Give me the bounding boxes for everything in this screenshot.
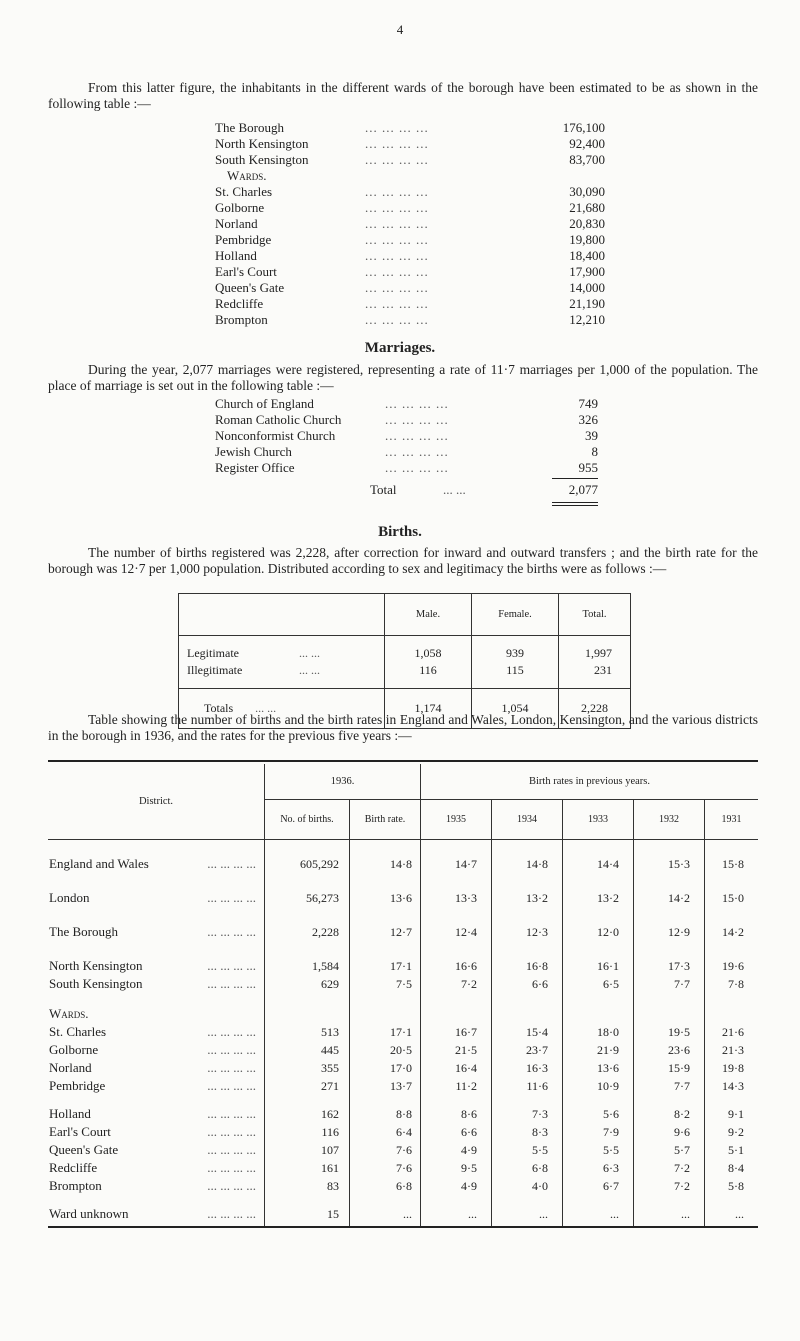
prev-rate-cell: 16·6 bbox=[421, 941, 492, 975]
prev-rate-cell: 8·2 bbox=[634, 1105, 705, 1123]
prev-rate-cell: 4·0 bbox=[492, 1177, 563, 1195]
prev-rate-cell: 7·3 bbox=[492, 1105, 563, 1123]
total-double-rule-2 bbox=[552, 505, 598, 506]
row-label-text: Legitimate bbox=[187, 645, 239, 660]
col-male: Male. bbox=[385, 594, 472, 636]
district-cell bbox=[48, 975, 265, 993]
list-row bbox=[215, 200, 605, 216]
district-name: Redcliffe bbox=[49, 1160, 98, 1175]
prev-rate-cell: 18·0 bbox=[563, 1023, 634, 1041]
table-row bbox=[48, 1105, 758, 1123]
list-row bbox=[215, 460, 605, 476]
rate-cell: 12·7 bbox=[350, 907, 421, 941]
col-1931: 1931 bbox=[721, 813, 742, 825]
leader-dots: ... ... ... ... bbox=[365, 184, 429, 199]
prev-rate-cell: 12·4 bbox=[421, 907, 492, 941]
prev-rate-cell: 15·4 bbox=[492, 1023, 563, 1041]
prev-rate-cell: 4·9 bbox=[421, 1141, 492, 1159]
total-value: 2,077 bbox=[568, 482, 598, 497]
table-row bbox=[48, 1177, 758, 1195]
row-value: 14,000 bbox=[569, 280, 605, 295]
rate-cell: 14·8 bbox=[350, 839, 421, 873]
prev-rate-cell: 9·5 bbox=[421, 1159, 492, 1177]
prev-rate-cell: 12·0 bbox=[563, 907, 634, 941]
prev-rate-cell: 19·6 bbox=[722, 959, 744, 973]
prev-rate-cell: 5·7 bbox=[634, 1141, 705, 1159]
list-row bbox=[215, 216, 605, 232]
row-label bbox=[179, 636, 385, 662]
row-label: Golborne bbox=[215, 200, 265, 215]
prev-rate-cell: 8·3 bbox=[492, 1123, 563, 1141]
district-cell bbox=[48, 1177, 265, 1195]
totals-total: 2,228 bbox=[581, 701, 608, 715]
district-name: Queen's Gate bbox=[49, 1142, 119, 1157]
table-row bbox=[48, 1159, 758, 1177]
row-label: Brompton bbox=[215, 312, 268, 327]
prev-rate-cell: ... bbox=[563, 1195, 634, 1223]
marriages-paragraph: During the year, 2,077 marriages were registered, representing a rate of 11·7 marriages per 1,000 of the population. The place of marriage is set out in the following table :— bbox=[48, 362, 758, 393]
table-row bbox=[48, 1059, 758, 1077]
col-1933: 1933 bbox=[563, 799, 634, 839]
prev-rate-cell: ... bbox=[634, 1195, 705, 1223]
list-row bbox=[215, 396, 605, 412]
birth-rates-table bbox=[48, 760, 758, 1228]
births-cell: 629 bbox=[265, 975, 350, 993]
col-total: Total. bbox=[582, 609, 607, 620]
births-cell: 162 bbox=[265, 1105, 350, 1123]
row-label: Holland bbox=[215, 248, 257, 263]
leader-dots: ... ... ... ... bbox=[365, 296, 429, 311]
prev-rate-cell: 23·6 bbox=[634, 1041, 705, 1059]
table-row bbox=[179, 662, 631, 679]
leader-dots: ... ... ... ... bbox=[365, 136, 429, 151]
leader-dots: ... ... ... ... bbox=[207, 958, 256, 973]
row-label: Church of England bbox=[215, 396, 314, 411]
leader-dots: ... ... ... ... bbox=[385, 396, 449, 411]
leader-dots: ... ... ... ... bbox=[365, 200, 429, 215]
leader-dots: ... ... ... ... bbox=[365, 216, 429, 231]
col-district: District. bbox=[48, 764, 265, 839]
district-cell bbox=[48, 1105, 265, 1123]
prev-rate-cell: 9·2 bbox=[728, 1125, 744, 1139]
leader-dots: ... ... ... ... bbox=[207, 1042, 256, 1057]
table-row bbox=[48, 975, 758, 993]
table-row bbox=[48, 839, 758, 873]
total-double-rule-1 bbox=[552, 502, 598, 503]
district-cell bbox=[48, 1023, 265, 1041]
rate-cell: 7·6 bbox=[350, 1159, 421, 1177]
district-name: England and Wales bbox=[49, 856, 149, 871]
female-cell: 115 bbox=[472, 662, 559, 679]
marriages-total bbox=[215, 482, 605, 498]
wards-subheading: Wards. bbox=[48, 993, 265, 1023]
district-cell bbox=[48, 1159, 265, 1177]
row-value: 39 bbox=[585, 428, 598, 443]
births-cell: 56,273 bbox=[265, 873, 350, 907]
page-number: 4 bbox=[396, 22, 404, 37]
prev-rate-cell: 14·8 bbox=[492, 839, 563, 873]
births-cell: 513 bbox=[265, 1023, 350, 1041]
leader-dots: ... ... ... ... bbox=[207, 856, 256, 871]
total-rule bbox=[552, 478, 598, 479]
births-cell: 107 bbox=[265, 1141, 350, 1159]
prev-rate-cell: 7·7 bbox=[634, 975, 705, 993]
prev-rate-cell: 15·8 bbox=[722, 857, 744, 871]
district-name: Brompton bbox=[49, 1178, 102, 1193]
population-list bbox=[215, 120, 605, 328]
prev-rate-cell: 5·5 bbox=[492, 1141, 563, 1159]
prev-rate-cell: 13·2 bbox=[563, 873, 634, 907]
leader-dots: ... ... ... ... bbox=[365, 232, 429, 247]
totals-male: 1,174 bbox=[385, 689, 472, 729]
total-cell: 231 bbox=[594, 662, 612, 677]
births-cell: 355 bbox=[265, 1059, 350, 1077]
table-row bbox=[48, 907, 758, 941]
prev-rate-cell: 7·2 bbox=[421, 975, 492, 993]
row-value: 326 bbox=[578, 412, 598, 427]
prev-rate-cell: 13·3 bbox=[421, 873, 492, 907]
table-row bbox=[48, 1123, 758, 1141]
row-value: 176,100 bbox=[562, 120, 605, 135]
table-row bbox=[48, 873, 758, 907]
female-cell: 939 bbox=[472, 636, 559, 662]
table-row bbox=[48, 1141, 758, 1159]
leader-dots: ... ... ... ... bbox=[207, 1124, 256, 1139]
prev-rate-cell: 15·0 bbox=[722, 891, 744, 905]
row-label: Register Office bbox=[215, 460, 295, 475]
leader-dots: ... ... ... ... bbox=[207, 1206, 256, 1221]
prev-rate-cell: 6·6 bbox=[421, 1123, 492, 1141]
prev-rate-cell: 6·6 bbox=[492, 975, 563, 993]
prev-rate-cell: 6·3 bbox=[563, 1159, 634, 1177]
prev-rate-cell: 15·3 bbox=[634, 839, 705, 873]
list-row bbox=[215, 120, 605, 136]
leader-dots: ... ... ... ... bbox=[385, 428, 449, 443]
rate-cell: 6·4 bbox=[350, 1123, 421, 1141]
row-label: Roman Catholic Church bbox=[215, 412, 342, 427]
row-value: 21,190 bbox=[569, 296, 605, 311]
leader-dots: ... ... ... ... bbox=[365, 120, 429, 135]
prev-rate-cell: 7·8 bbox=[728, 977, 744, 991]
rate-cell: 13·7 bbox=[350, 1077, 421, 1095]
leader-dots: ... ... ... ... bbox=[207, 890, 256, 905]
prev-rate-cell: 9·6 bbox=[634, 1123, 705, 1141]
births-table bbox=[178, 593, 631, 729]
district-cell bbox=[48, 1195, 265, 1223]
col-1935: 1935 bbox=[421, 799, 492, 839]
prev-rate-cell: ... bbox=[735, 1207, 744, 1221]
leader-dots: ... ... bbox=[299, 662, 320, 677]
births-paragraph: The number of births registered was 2,228, after correction for inward and outward transfers ; and the birth rate for the borough was 12·7 per 1,000 population. Distributed according to sex and legitimacy the births were as follows :— bbox=[48, 545, 758, 576]
row-label: St. Charles bbox=[215, 184, 273, 199]
rate-cell: 8·8 bbox=[350, 1105, 421, 1123]
rate-cell: 17·1 bbox=[350, 1023, 421, 1041]
row-label: Norland bbox=[215, 216, 258, 231]
leader-dots: ... ... bbox=[299, 645, 320, 660]
col-1932: 1932 bbox=[634, 799, 705, 839]
row-label: North Kensington bbox=[215, 136, 309, 151]
prev-rate-cell: 16·4 bbox=[421, 1059, 492, 1077]
prev-rate-cell: 21·6 bbox=[722, 1025, 744, 1039]
prev-rate-cell: 7·2 bbox=[634, 1159, 705, 1177]
row-value: 19,800 bbox=[569, 232, 605, 247]
row-value: 92,400 bbox=[569, 136, 605, 151]
prev-rate-cell: 6·8 bbox=[492, 1159, 563, 1177]
prev-rate-cell: 13·2 bbox=[492, 873, 563, 907]
district-cell bbox=[48, 941, 265, 975]
prev-rate-cell: 6·5 bbox=[563, 975, 634, 993]
prev-rate-cell: 5·5 bbox=[563, 1141, 634, 1159]
prev-rate-cell: 14·4 bbox=[563, 839, 634, 873]
row-label bbox=[179, 662, 385, 679]
prev-rate-cell: 7·7 bbox=[634, 1077, 705, 1095]
leader-dots: ... ... ... ... bbox=[385, 444, 449, 459]
list-row bbox=[215, 152, 605, 168]
leader-dots: ... ... ... ... bbox=[207, 1160, 256, 1175]
prev-rate-cell: 10·9 bbox=[563, 1077, 634, 1095]
leader-dots: ... ... ... ... bbox=[207, 1178, 256, 1193]
rate-cell: 17·1 bbox=[350, 941, 421, 975]
district-name: London bbox=[49, 890, 90, 905]
col-1934: 1934 bbox=[492, 799, 563, 839]
prev-rate-cell: 14·3 bbox=[722, 1079, 744, 1093]
col-previous: Birth rates in previous years. bbox=[421, 764, 759, 799]
births-cell: 116 bbox=[265, 1123, 350, 1141]
rate-cell: 17·0 bbox=[350, 1059, 421, 1077]
row-value: 20,830 bbox=[569, 216, 605, 231]
table-row bbox=[48, 1023, 758, 1041]
prev-rate-cell: 13·6 bbox=[563, 1059, 634, 1077]
row-label: Earl's Court bbox=[215, 264, 277, 279]
prev-rate-cell: 15·9 bbox=[634, 1059, 705, 1077]
table-row bbox=[48, 941, 758, 975]
district-name: Norland bbox=[49, 1060, 92, 1075]
district-name: Pembridge bbox=[49, 1078, 106, 1093]
leader-dots: ... ... ... ... bbox=[207, 924, 256, 939]
row-value: 8 bbox=[591, 444, 598, 459]
prev-rate-cell: 14·7 bbox=[421, 839, 492, 873]
births-cell: 83 bbox=[265, 1177, 350, 1195]
rate-cell: 6·8 bbox=[350, 1177, 421, 1195]
col-no-births: No. of births. bbox=[265, 799, 350, 839]
district-name: North Kensington bbox=[49, 958, 143, 973]
prev-rate-cell: 6·7 bbox=[563, 1177, 634, 1195]
prev-rate-cell: 7·9 bbox=[563, 1123, 634, 1141]
intro-paragraph: From this latter figure, the inhabitants in the different wards of the borough have been estimated to be as shown in the following table :— bbox=[48, 80, 758, 111]
total-cell: 1,997 bbox=[585, 645, 612, 660]
births-cell: 2,228 bbox=[265, 907, 350, 941]
prev-rate-cell: 7·2 bbox=[634, 1177, 705, 1195]
district-cell bbox=[48, 1123, 265, 1141]
district-cell bbox=[48, 1141, 265, 1159]
row-label: South Kensington bbox=[215, 152, 309, 167]
rate-cell: ... bbox=[350, 1195, 421, 1223]
prev-rate-cell: 16·7 bbox=[421, 1023, 492, 1041]
prev-rate-cell: 23·7 bbox=[492, 1041, 563, 1059]
leader-dots: ... ... ... ... bbox=[207, 1142, 256, 1157]
row-label: The Borough bbox=[215, 120, 284, 135]
rate-cell: 7·6 bbox=[350, 1141, 421, 1159]
births-heading: Births. bbox=[378, 524, 422, 540]
col-1936: 1936. bbox=[265, 764, 421, 799]
prev-rate-cell: 12·9 bbox=[634, 907, 705, 941]
district-name: Golborne bbox=[49, 1042, 99, 1057]
prev-rate-cell: 11·2 bbox=[421, 1077, 492, 1095]
district-name: The Borough bbox=[49, 924, 118, 939]
leader-dots: ... ... ... ... bbox=[207, 976, 256, 991]
leader-dots: ... ... ... ... bbox=[365, 264, 429, 279]
row-value: 30,090 bbox=[569, 184, 605, 199]
list-row bbox=[215, 444, 605, 460]
district-cell bbox=[48, 839, 265, 873]
district-name: Earl's Court bbox=[49, 1124, 111, 1139]
row-label: Nonconformist Church bbox=[215, 428, 336, 443]
row-value: 12,210 bbox=[569, 312, 605, 327]
prev-rate-cell: 9·1 bbox=[728, 1107, 744, 1121]
list-row bbox=[215, 264, 605, 280]
district-name: South Kensington bbox=[49, 976, 143, 991]
prev-rate-cell: 19·5 bbox=[634, 1023, 705, 1041]
totals-label: Totals bbox=[204, 701, 234, 715]
row-label: Queen's Gate bbox=[215, 280, 285, 295]
leader-dots: ... ... ... ... bbox=[385, 412, 449, 427]
row-value: 17,900 bbox=[569, 264, 605, 279]
prev-rate-cell: 11·6 bbox=[492, 1077, 563, 1095]
table-row bbox=[48, 1195, 758, 1223]
total-dots: ... ... bbox=[443, 482, 466, 497]
row-value: 83,700 bbox=[569, 152, 605, 167]
prev-rate-cell: 16·3 bbox=[492, 1059, 563, 1077]
prev-rate-cell: 5·8 bbox=[728, 1179, 744, 1193]
row-label: Redcliffe bbox=[215, 296, 264, 311]
prev-rate-cell: 4·9 bbox=[421, 1177, 492, 1195]
rate-cell: 20·5 bbox=[350, 1041, 421, 1059]
rates-paragraph: Table showing the number of births and the birth rates in England and Wales, London, Kensington, and the various districts in the borough in 1936, and the rates for the previous five years :— bbox=[48, 712, 758, 743]
leader-dots: ... ... ... ... bbox=[365, 312, 429, 327]
list-row bbox=[215, 280, 605, 296]
prev-rate-cell: 8·6 bbox=[421, 1105, 492, 1123]
list-row bbox=[215, 428, 605, 444]
list-row bbox=[215, 232, 605, 248]
list-row bbox=[215, 248, 605, 264]
table-row bbox=[48, 1041, 758, 1059]
district-cell bbox=[48, 873, 265, 907]
district-name: St. Charles bbox=[49, 1024, 107, 1039]
col-birth-rate: Birth rate. bbox=[350, 799, 421, 839]
leader-dots: ... ... ... ... bbox=[365, 248, 429, 263]
row-value: 18,400 bbox=[569, 248, 605, 263]
prev-rate-cell: 21·3 bbox=[722, 1043, 744, 1057]
prev-rate-cell: 16·1 bbox=[563, 941, 634, 975]
list-row bbox=[215, 296, 605, 312]
district-cell bbox=[48, 1059, 265, 1077]
prev-rate-cell: 5·1 bbox=[728, 1143, 744, 1157]
prev-rate-cell: 5·6 bbox=[563, 1105, 634, 1123]
district-cell bbox=[48, 1041, 265, 1059]
male-cell: 116 bbox=[385, 662, 472, 679]
list-row bbox=[215, 312, 605, 328]
leader-dots: ... ... ... ... bbox=[207, 1078, 256, 1093]
prev-rate-cell: 16·8 bbox=[492, 941, 563, 975]
totals-dots: ... ... bbox=[255, 701, 277, 715]
prev-rate-cell: 14·2 bbox=[634, 873, 705, 907]
prev-rate-cell: 12·3 bbox=[492, 907, 563, 941]
prev-rate-cell: 21·9 bbox=[563, 1041, 634, 1059]
row-value: 749 bbox=[578, 396, 598, 411]
prev-rate-cell: 19·8 bbox=[722, 1061, 744, 1075]
col-female: Female. bbox=[472, 594, 559, 636]
list-row bbox=[215, 412, 605, 428]
leader-dots: ... ... ... ... bbox=[385, 460, 449, 475]
prev-rate-cell: 14·2 bbox=[722, 925, 744, 939]
total-label: Total bbox=[370, 482, 397, 497]
list-row bbox=[215, 184, 605, 200]
rate-cell: 13·6 bbox=[350, 873, 421, 907]
prev-rate-cell: ... bbox=[421, 1195, 492, 1223]
prev-rate-cell: 8·4 bbox=[728, 1161, 744, 1175]
marriages-list bbox=[215, 396, 605, 476]
row-label-text: Illegitimate bbox=[187, 662, 243, 677]
male-cell: 1,058 bbox=[385, 636, 472, 662]
list-row bbox=[215, 136, 605, 152]
leader-dots: ... ... ... ... bbox=[207, 1106, 256, 1121]
prev-rate-cell: 21·5 bbox=[421, 1041, 492, 1059]
leader-dots: ... ... ... ... bbox=[207, 1024, 256, 1039]
births-cell: 161 bbox=[265, 1159, 350, 1177]
births-cell: 445 bbox=[265, 1041, 350, 1059]
district-name: Ward unknown bbox=[49, 1206, 129, 1221]
table-row bbox=[48, 1077, 758, 1095]
births-cell: 271 bbox=[265, 1077, 350, 1095]
district-cell bbox=[48, 1077, 265, 1095]
wards-subheading: Wards. bbox=[227, 168, 267, 183]
row-label: Pembridge bbox=[215, 232, 272, 247]
prev-rate-cell: 17·3 bbox=[634, 941, 705, 975]
prev-rate-cell: ... bbox=[492, 1195, 563, 1223]
district-cell bbox=[48, 907, 265, 941]
table-row bbox=[179, 636, 631, 662]
district-name: Holland bbox=[49, 1106, 91, 1121]
row-value: 21,680 bbox=[569, 200, 605, 215]
marriages-heading: Marriages. bbox=[364, 340, 436, 356]
births-cell: 15 bbox=[265, 1195, 350, 1223]
births-cell: 605,292 bbox=[265, 839, 350, 873]
leader-dots: ... ... ... ... bbox=[365, 152, 429, 167]
row-label: Jewish Church bbox=[215, 444, 292, 459]
leader-dots: ... ... ... ... bbox=[365, 280, 429, 295]
totals-female: 1,054 bbox=[472, 689, 559, 729]
leader-dots: ... ... ... ... bbox=[207, 1060, 256, 1075]
rate-cell: 7·5 bbox=[350, 975, 421, 993]
births-cell: 1,584 bbox=[265, 941, 350, 975]
row-value: 955 bbox=[578, 460, 598, 475]
